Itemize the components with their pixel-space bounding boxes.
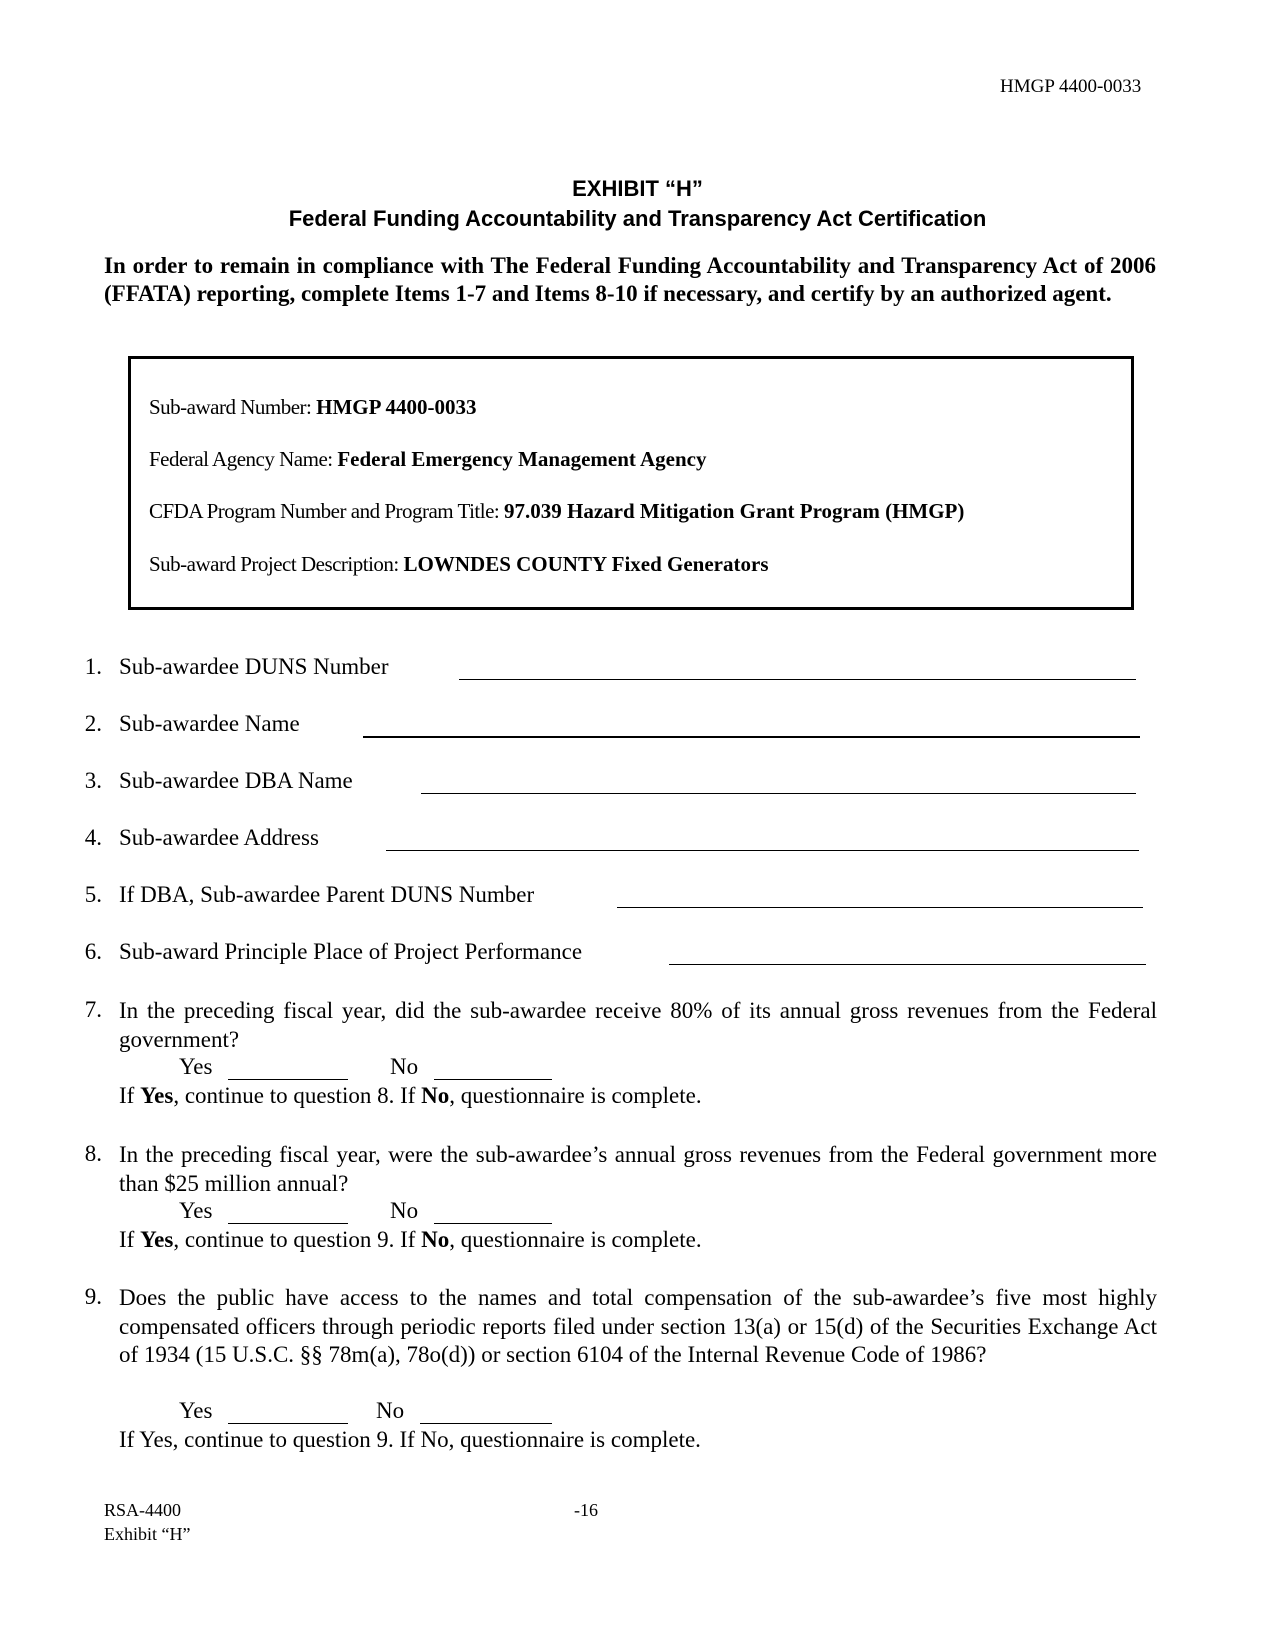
place-of-performance-field[interactable] [669, 964, 1146, 965]
question-7-no-label: No [390, 1054, 419, 1079]
name-field[interactable] [363, 736, 1140, 738]
question-9-no-label: No [376, 1398, 405, 1423]
project-description-row [149, 552, 769, 577]
sub-award-number-label: Sub-award Number: [149, 395, 317, 419]
followup-text: If [119, 1227, 141, 1252]
question-8-yes-label: Yes [179, 1198, 213, 1223]
question-8-followup [119, 1227, 702, 1253]
item-label: If DBA, Sub-awardee Parent DUNS Number [119, 882, 535, 907]
followup-yes: Yes [140, 1083, 174, 1108]
item-number: 2. [84, 711, 102, 736]
award-info-box [128, 356, 1134, 610]
header-reference: HMGP 4400-0033 [1000, 76, 1142, 97]
cfda-value: 97.039 Hazard Mitigation Grant Program (HMGP) [504, 499, 965, 523]
question-7-text: In the preceding fiscal year, did the sub-awardee receive 80% of its annual gross revenues from the Federal government? [119, 998, 1157, 1052]
question-7-yes-label: Yes [179, 1054, 213, 1079]
agency-name-label: Federal Agency Name: [149, 447, 338, 471]
sub-award-number-row [149, 395, 477, 420]
followup-text: , continue to question 9. If [173, 1227, 422, 1252]
item-number: 4. [84, 825, 102, 850]
project-description-label: Sub-award Project Description: [149, 552, 404, 576]
item-number: 7. [84, 997, 102, 1022]
item-label: Sub-awardee DUNS Number [119, 654, 389, 679]
item-number: 9. [84, 1284, 102, 1309]
parent-duns-field[interactable] [617, 907, 1143, 908]
sub-award-number-value: HMGP 4400-0033 [316, 395, 477, 419]
cfda-row [149, 499, 964, 524]
question-7-followup [119, 1083, 702, 1109]
exhibit-title: EXHIBIT “H” [572, 176, 703, 201]
item-number: 6. [84, 939, 102, 964]
question-8-yes-field[interactable] [228, 1223, 348, 1224]
project-description-value: LOWNDES COUNTY Fixed Generators [403, 552, 769, 576]
page-number: -16 [574, 1500, 598, 1520]
address-field[interactable] [386, 850, 1139, 851]
followup-text: , questionnaire is complete. [449, 1227, 702, 1252]
agency-name-row [149, 447, 707, 472]
cfda-label: CFDA Program Number and Program Title: [149, 499, 505, 523]
followup-no: No [421, 1083, 450, 1108]
question-7-yes-field[interactable] [228, 1079, 348, 1080]
followup-text: , continue to question 8. If [173, 1083, 422, 1108]
question-9-no-field[interactable] [420, 1423, 552, 1424]
question-9-followup: If Yes, continue to question 9. If No, questionnaire is complete. [119, 1427, 701, 1452]
page-title: Federal Funding Accountability and Transparency Act Certification [288, 206, 987, 231]
dba-name-field[interactable] [421, 793, 1136, 794]
followup-text: If [119, 1083, 141, 1108]
question-8-no-field[interactable] [434, 1223, 552, 1224]
question-7-no-field[interactable] [434, 1079, 552, 1080]
intro-paragraph: In order to remain in compliance with The Federal Funding Accountability and Transparency Act of 2006 (FFATA) reporting, complete Items 1-7 and Items 8-10 if necessary, and certify by an authorized agent. [104, 253, 1156, 306]
question-9-yes-label: Yes [179, 1398, 213, 1423]
question-9-text: Does the public have access to the names and total compensation of the sub-awardee’s five most highly compensated officers through periodic reports filed under section 13(a) or 15(d) of the Securities Exchange Act of 1934 (15 U.S.C. §§ 78m(a), 78o(d)) or section 6104 of the Internal Revenue Code of 1986? [119, 1285, 1157, 1367]
duns-number-field[interactable] [459, 679, 1136, 680]
item-number: 5. [84, 882, 102, 907]
item-label: Sub-awardee DBA Name [119, 768, 353, 793]
item-label: Sub-awardee Address [119, 825, 319, 850]
followup-no: No [421, 1227, 450, 1252]
followup-yes: Yes [140, 1227, 174, 1252]
footer-exhibit: Exhibit “H” [104, 1524, 191, 1544]
item-number: 8. [84, 1141, 102, 1166]
item-label: Sub-awardee Name [119, 711, 300, 736]
footer-form-id: RSA-4400 [104, 1500, 182, 1520]
question-9-yes-field[interactable] [228, 1423, 348, 1424]
agency-name-value: Federal Emergency Management Agency [337, 447, 707, 471]
item-label: Sub-award Principle Place of Project Performance [119, 939, 583, 964]
question-8-text: In the preceding fiscal year, were the sub-awardee’s annual gross revenues from the Federal government more than $25 million annual? [119, 1142, 1157, 1196]
followup-text: , questionnaire is complete. [449, 1083, 702, 1108]
item-number: 1. [84, 654, 102, 679]
question-8-no-label: No [390, 1198, 419, 1223]
item-number: 3. [84, 768, 102, 793]
